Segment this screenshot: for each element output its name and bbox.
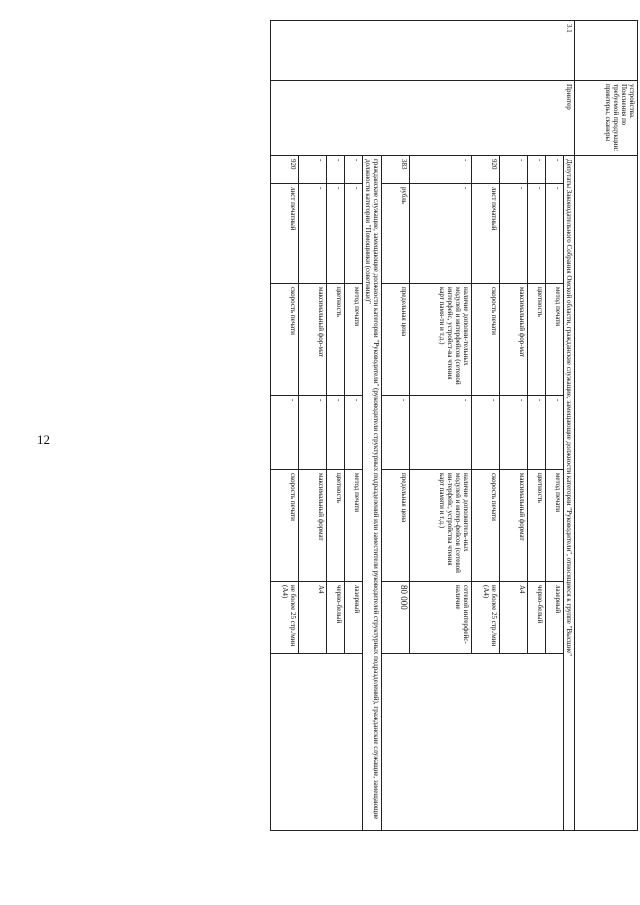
g1-unit-0: - [546, 184, 564, 284]
g1-val-5: - [382, 396, 410, 470]
g1-char2-2: максимальный формат [500, 470, 528, 582]
g2-code-1: - [327, 156, 345, 184]
g1-unit-1: - [528, 184, 546, 284]
g2-char2-2: максимальный формат [299, 470, 327, 582]
g2-code-3: 920 [271, 156, 299, 184]
g1-char-3: скорость печати [472, 284, 500, 396]
prev-row-num-cell [575, 21, 638, 81]
g1-unit-4: - [410, 184, 472, 284]
g2-val2-1: черно-белый [327, 582, 345, 654]
g1-code-2: - [500, 156, 528, 184]
g1-code-1: - [528, 156, 546, 184]
g1-unit-3: лист печатный [472, 184, 500, 284]
prev-row-rest [575, 156, 638, 831]
g2-val2-2: А4 [299, 582, 327, 654]
g1-val-2: - [500, 396, 528, 470]
g2-val-3: - [271, 396, 299, 470]
g1-val-0: - [546, 396, 564, 470]
g1-code-4: - [410, 156, 472, 184]
g2-char-0: метод печати [345, 284, 363, 396]
prev-row-name: устройства. Пояснения по требуемой продукции: принтеры, сканеры [575, 81, 638, 156]
g2-val2-3: не более 25 стр./мин (А4) [271, 582, 299, 654]
g1-char-2: максимальный фор-мат [500, 284, 528, 396]
g1-val2-3: не более 25 стр./мин (А4) [472, 582, 500, 654]
g1-val-3: - [472, 396, 500, 470]
g1-code-3: 920 [472, 156, 500, 184]
group2-header: гражданские служащие, замещающие должности категории "Руководители" (руководители структурных подразделений или заместители руководителей структурных подразделений), гражданские служащие, замещающие должности категории "Помощники (советники)" [363, 156, 382, 831]
g2-char2-3: скорость печати [271, 470, 299, 582]
g2-unit-3: лист печатный [271, 184, 299, 284]
g1-unit-5: рубль [382, 184, 410, 284]
g2-unit-1: - [327, 184, 345, 284]
g1-val-1: - [528, 396, 546, 470]
requirements-table [270, 20, 638, 831]
g2-char-1: цветность [327, 284, 345, 396]
g2-val-2: - [299, 396, 327, 470]
group1-header: Депутаты Законодательного Собрания Омской области, гражданские служащие, замещающие должности категории "Руководители", относящиеся к группе "Высшие" [564, 156, 575, 831]
g1-char2-1: цветность [528, 470, 546, 582]
g1-char2-4: наличие дополнитель-ных модулей и интер-фейсов (сетевой ин-терфейс, устройства чтения карт памяти и т.д.) [410, 470, 472, 582]
prev-row [575, 21, 638, 831]
g1-unit-2: - [500, 184, 528, 284]
g1-val2-1: черно-белый [528, 582, 546, 654]
page-number: 12 [37, 432, 50, 447]
g1-char-5: предельная цена [382, 284, 410, 396]
g1-char2-5: предельная цена [382, 470, 410, 582]
g2-val-1: - [327, 396, 345, 470]
g2-unit-0: - [345, 184, 363, 284]
g1-val2-2: А4 [500, 582, 528, 654]
g2-char2-1: цветность [327, 470, 345, 582]
g1-val2-0: лазерный [546, 582, 564, 654]
g1-code-5: 383 [382, 156, 410, 184]
g1-code-0: - [546, 156, 564, 184]
g2-code-2: - [299, 156, 327, 184]
g1-val2-5: 80 000 [382, 582, 410, 654]
g1-val2-4: сетевой интерфейс-наличие [410, 582, 472, 654]
item-number: 3.1 [271, 21, 575, 81]
g2-val-0: - [345, 396, 363, 470]
g1-char-1: цветность [528, 284, 546, 396]
item-name: Принтер [271, 81, 575, 156]
g2-extra [271, 654, 363, 831]
g2-code-0: - [345, 156, 363, 184]
item-header-row [564, 21, 575, 831]
g2-unit-2: - [299, 184, 327, 284]
g1-char-4: наличие дополни-тельных модулей и интерфейсов (сетевой интерфейс, устройст-ва чтения карт памя-ти и т.д.) [410, 284, 472, 396]
g2-char-2: максимальный фор-мат [299, 284, 327, 396]
g2-char2-0: метод печати [345, 470, 363, 582]
g1-extra [382, 654, 564, 831]
g1-char2-3: скорость печати [472, 470, 500, 582]
g1-char2-0: метод печати [546, 470, 564, 582]
rotated-table-wrapper [72, 20, 638, 830]
g1-val-4: - [410, 396, 472, 470]
g2-val2-0: лазерный [345, 582, 363, 654]
g2-char-3: скорость печати [271, 284, 299, 396]
g1-char-0: метод печати [546, 284, 564, 396]
